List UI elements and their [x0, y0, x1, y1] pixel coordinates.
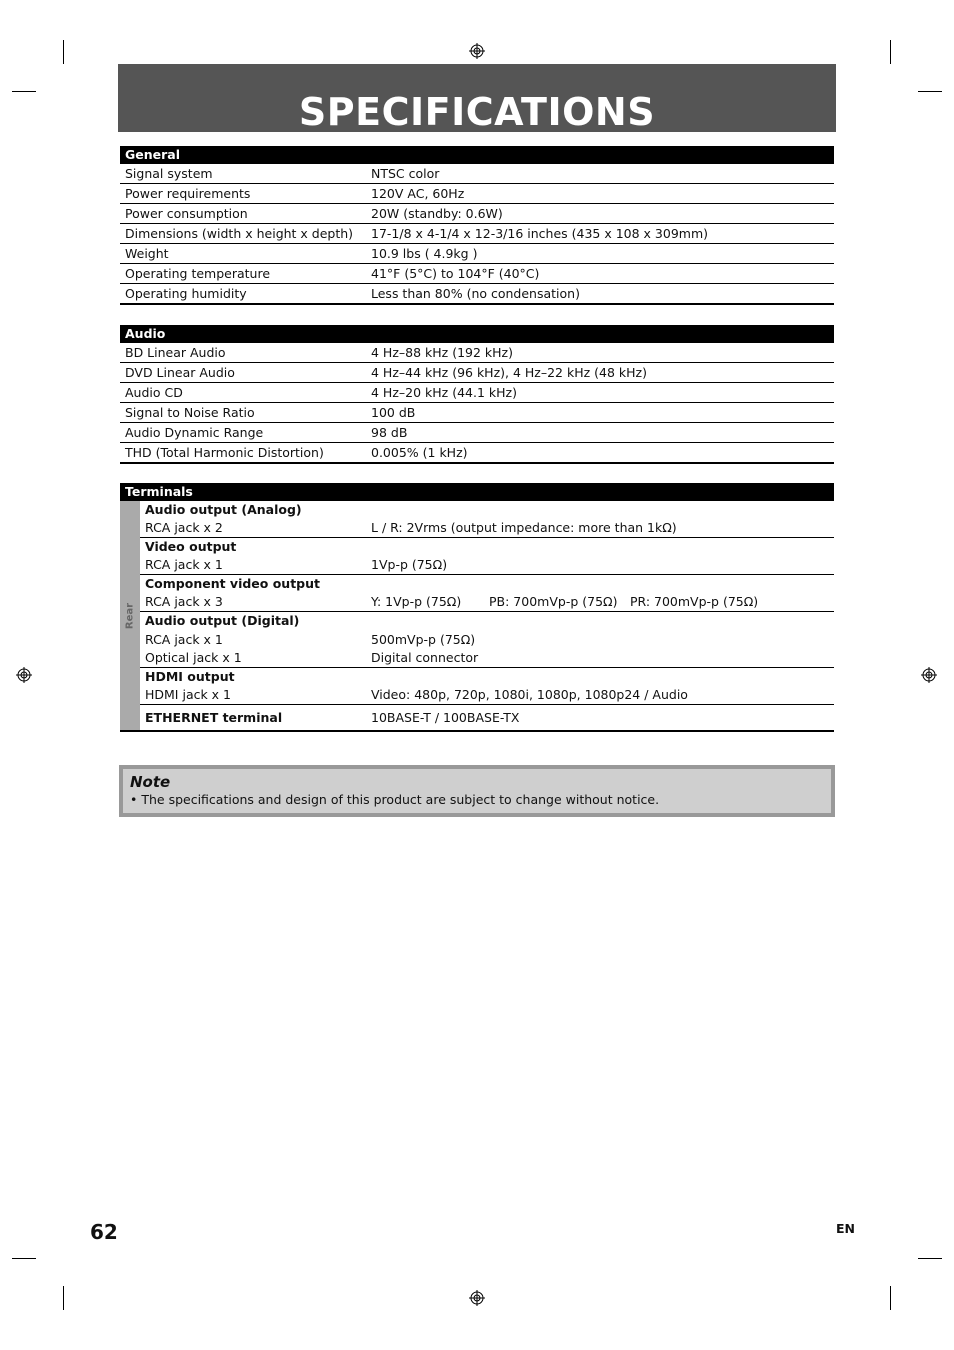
terminal-group	[140, 705, 834, 730]
spec-value: Less than 80% (no condensation)	[371, 286, 580, 301]
spec-value: 4 Hz–20 kHz (44.1 kHz)	[371, 385, 517, 400]
terminal-value-pr: PR: 700mVp-p (75Ω)	[630, 594, 759, 609]
note-title: Note	[130, 773, 171, 791]
terminals-heading: Terminals	[120, 483, 834, 501]
spec-value: 17-1/8 x 4-1/4 x 12-3/16 inches (435 x 108 x 309mm)	[371, 226, 708, 241]
crop-mark	[918, 91, 942, 92]
terminal-key: RCA jack x 1	[145, 632, 223, 647]
crop-mark	[918, 1258, 942, 1259]
spec-key: Weight	[125, 246, 169, 261]
spec-row	[120, 383, 834, 403]
terminal-group	[140, 575, 834, 612]
spec-key: Dimensions (width x height x depth)	[125, 226, 354, 241]
note-box	[119, 765, 835, 817]
language-label: EN	[836, 1221, 856, 1236]
terminal-title: ETHERNET terminal	[145, 710, 283, 725]
crop-mark	[890, 40, 891, 64]
spec-key: Audio CD	[125, 385, 183, 400]
spec-row	[120, 343, 834, 363]
spec-row	[120, 403, 834, 423]
audio-section	[120, 325, 834, 464]
registration-mark-icon	[469, 1290, 485, 1306]
page-title: SPECIFICATIONS	[298, 90, 656, 134]
spec-key: Operating humidity	[125, 286, 247, 301]
crop-mark	[63, 40, 64, 64]
terminal-title: Component video output	[145, 576, 321, 591]
terminal-key: Optical jack x 1	[145, 650, 242, 665]
spec-row	[120, 423, 834, 443]
spec-key: BD Linear Audio	[125, 345, 226, 360]
spec-row	[120, 264, 834, 284]
spec-key: THD (Total Harmonic Distortion)	[125, 445, 324, 460]
rear-label-column	[120, 501, 140, 730]
rear-label: Rear	[124, 602, 136, 629]
registration-mark-icon	[921, 667, 937, 683]
spec-row	[120, 443, 834, 464]
page-number: 62	[90, 1220, 118, 1244]
terminal-group	[140, 612, 834, 668]
registration-mark-icon	[16, 667, 32, 683]
terminal-title: Audio output (Analog)	[145, 502, 302, 517]
spec-row	[120, 244, 834, 264]
crop-mark	[890, 1286, 891, 1310]
spec-key: Operating temperature	[125, 266, 271, 281]
spec-key: Audio Dynamic Range	[125, 425, 264, 440]
terminal-value-pb: PB: 700mVp-p (75Ω)	[489, 594, 618, 609]
spec-key: Power requirements	[125, 186, 251, 201]
terminal-value: 1Vp-p (75Ω)	[371, 557, 448, 572]
spec-value: 20W (standby: 0.6W)	[371, 206, 503, 221]
terminal-group	[140, 668, 834, 705]
spec-key: Power consumption	[125, 206, 248, 221]
terminal-key: RCA jack x 3	[145, 594, 223, 609]
terminal-value: 10BASE-T / 100BASE-TX	[371, 710, 520, 725]
terminal-value: Digital connector	[371, 650, 479, 665]
crop-mark	[12, 91, 36, 92]
title-band	[118, 64, 836, 132]
crop-mark	[12, 1258, 36, 1259]
terminal-group	[140, 501, 834, 538]
spec-value: 0.005% (1 kHz)	[371, 445, 468, 460]
terminal-value: 500mVp-p (75Ω)	[371, 632, 476, 647]
spec-value: 10.9 lbs ( 4.9kg )	[371, 246, 478, 261]
spec-value: 98 dB	[371, 425, 408, 440]
terminal-key: RCA jack x 2	[145, 520, 223, 535]
spec-value: 100 dB	[371, 405, 416, 420]
spec-row	[120, 224, 834, 244]
terminal-group	[140, 538, 834, 575]
spec-value: 120V AC, 60Hz	[371, 186, 465, 201]
terminal-title: HDMI output	[145, 669, 235, 684]
terminal-title: Video output	[145, 539, 237, 554]
spec-row	[120, 363, 834, 383]
registration-mark-icon	[469, 43, 485, 59]
terminal-title: Audio output (Digital)	[145, 613, 300, 628]
terminals-body	[120, 501, 834, 732]
terminal-value-y: Y: 1Vp-p (75Ω)	[371, 594, 462, 609]
spec-value: 4 Hz–88 kHz (192 kHz)	[371, 345, 513, 360]
spec-row	[120, 284, 834, 305]
spec-value: NTSC color	[371, 166, 440, 181]
spec-row	[120, 204, 834, 224]
spec-value: 4 Hz–44 kHz (96 kHz), 4 Hz–22 kHz (48 kHz)	[371, 365, 647, 380]
terminal-value: Video: 480p, 720p, 1080i, 1080p, 1080p24 / Audio	[371, 687, 688, 702]
spec-key: DVD Linear Audio	[125, 365, 235, 380]
note-text: • The specifications and design of this product are subject to change without notice.	[130, 792, 660, 807]
general-heading: General	[120, 146, 834, 164]
terminal-key: HDMI jack x 1	[145, 687, 232, 702]
spec-value: 41°F (5°C) to 104°F (40°C)	[371, 266, 540, 281]
spec-key: Signal to Noise Ratio	[125, 405, 255, 420]
terminal-key: RCA jack x 1	[145, 557, 223, 572]
general-section	[120, 146, 834, 305]
spec-row	[120, 184, 834, 204]
terminal-value: L / R: 2Vrms (output impedance: more than 1kΩ)	[371, 520, 677, 535]
spec-key: Signal system	[125, 166, 213, 181]
terminals-section	[120, 483, 834, 732]
audio-heading: Audio	[120, 325, 834, 343]
spec-row	[120, 164, 834, 184]
crop-mark	[63, 1286, 64, 1310]
